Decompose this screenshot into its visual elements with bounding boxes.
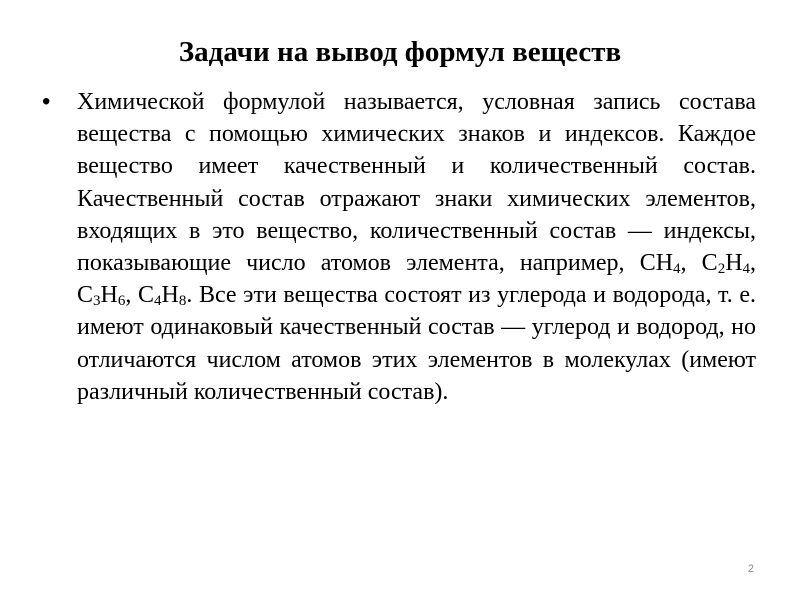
page-number: 2: [747, 563, 754, 575]
bullet-list: [42, 86, 756, 408]
bullet-marker: •: [42, 88, 51, 115]
paragraph-text-conclusion: . Все эти вещества состоят из углерода и водорода, т. е. имеют одинаковый качественный состав — углерод и водород, но отличаются числом атомов этих элементов в молекулах (имеют различный количественный состав).: [77, 282, 757, 405]
formula-c3h6: $C_3H_6$: [77, 282, 126, 310]
formula-c4h8: $C_4H_8$: [137, 282, 187, 310]
paragraph-text-intro: Химической формулой называется, условная запись состава вещества с помощью химических знаков и индексов. Каждое вещество имеет качественный и количественный состав. Качественный состав отражают знаки химических элементов, входящих в это вещество, количественный состав — индексы, показывающие число атомов элемента, например,: [77, 89, 756, 277]
slide-title: Задачи на вывод формул веществ: [178, 36, 622, 68]
bullet-paragraph: Химической формулой называется, условная запись состава вещества с помощью химических знаков и индексов. Каждое вещество имеет качественный и количественный состав. Качественный состав отражают знаки химических элементов, входящих в это вещество, количественный состав — индексы, показывающие число атомов элемента, например, $CH_4$, $C_2H_4$, $C_3H_6$, $C_4H_8$. Все эти вещества состоят из углерода и водорода, т. е. имеют одинаковый качественный состав — углерод и водород, но отличаются числом атомов этих элементов в молекулах (имеют различный количественный состав).: [77, 89, 757, 405]
formula-ch4: $CH_4$: [639, 250, 681, 278]
formula-c2h4: $C_2H_4$: [701, 250, 751, 278]
